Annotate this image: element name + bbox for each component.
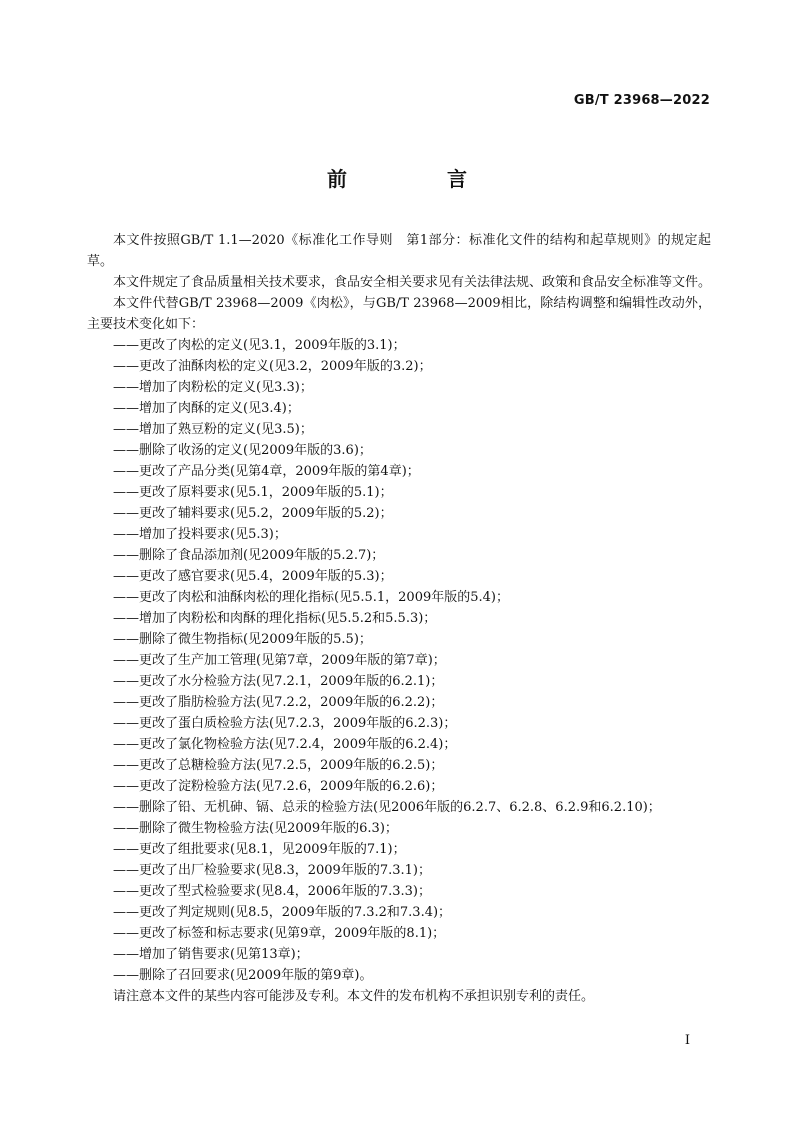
list-item: ——删除了召回要求(见2009年版的第9章)。 <box>113 968 373 983</box>
list-item: ——更改了组批要求(见8.1，见2009年版的7.1)； <box>113 842 406 857</box>
list-item: ——删除了微生物检验方法(见2009年版的6.3)； <box>113 821 398 836</box>
list-item: ——更改了生产加工管理(见第7章，2009年版的第7章)； <box>113 653 446 668</box>
list-item: ——增加了投料要求(见5.3)； <box>113 527 287 542</box>
list-item: ——更改了油酥肉松的定义(见3.2，2009年版的3.2)； <box>113 359 432 374</box>
list-item: ——增加了肉粉松的定义(见3.3)； <box>113 380 313 395</box>
list-item: ——更改了氯化物检验方法(见7.2.4，2009年版的6.2.4)； <box>113 737 457 752</box>
list-item: ——更改了型式检验要求(见8.4，2006年版的7.3.3)； <box>113 884 431 899</box>
paragraph-patent-notice: 请注意本文件的某些内容可能涉及专利。本文件的发布机构不承担识别专利的责任。 <box>113 989 595 1004</box>
list-item: ——增加了熟豆粉的定义(见3.5)； <box>113 422 313 437</box>
list-item: ——更改了总糖检验方法(见7.2.5，2009年版的6.2.5)； <box>113 758 444 773</box>
list-item: ——更改了蛋白质检验方法(见7.2.3，2009年版的6.2.3)； <box>113 716 457 731</box>
list-item: ——更改了出厂检验要求(见8.3，2009年版的7.3.1)； <box>113 863 431 878</box>
list-item: ——更改了辅料要求(见5.2，2009年版的5.2)； <box>113 506 393 521</box>
page-number: I <box>684 1033 690 1048</box>
list-item: ——删除了铅、无机砷、镉、总汞的检验方法(见2006年版的6.2.7、6.2.8、6.2.9和6.2.10)； <box>113 800 661 815</box>
list-item: ——增加了肉粉松和肉酥的理化指标(见5.5.2和5.5.3)； <box>113 611 437 626</box>
list-item: ——更改了脂肪检验方法(见7.2.2，2009年版的6.2.2)； <box>113 695 444 710</box>
list-item: ——更改了标签和标志要求(见第9章，2009年版的8.1)； <box>113 926 446 941</box>
document-body <box>87 230 711 1007</box>
paragraph-drafting-basis: 本文件按照GB/T 1.1—2020《标准化工作导则 第1部分：标准化文件的结构和起草规则》的规定起草。 <box>87 233 711 269</box>
list-item: ——更改了感官要求(见5.4，2009年版的5.3)； <box>113 569 393 584</box>
list-item: ——删除了微生物指标(见2009年版的5.5)； <box>113 632 372 647</box>
list-item: ——更改了肉松和油酥肉松的理化指标(见5.5.1，2009年版的5.4)； <box>113 590 509 605</box>
list-item: ——更改了判定规则(见8.5，2009年版的7.3.2和7.3.4)； <box>113 905 452 920</box>
standard-code: GB/T 23968—2022 <box>573 93 710 108</box>
list-item: ——增加了销售要求(见第13章)； <box>113 947 309 962</box>
technical-changes-list <box>87 335 711 986</box>
list-item: ——增加了肉酥的定义(见3.4)； <box>113 401 300 416</box>
list-item: ——更改了水分检验方法(见7.2.1，2009年版的6.2.1)； <box>113 674 444 689</box>
paragraph-replacement: 本文件代替GB/T 23968—2009《肉松》，与GB/T 23968—2009相比，除结构调整和编辑性改动外，主要技术变化如下： <box>87 296 711 332</box>
list-item: ——删除了食品添加剂(见2009年版的5.2.7)； <box>113 548 385 563</box>
list-item: ——更改了产品分类(见第4章，2009年版的第4章)； <box>113 464 420 479</box>
list-item: ——更改了肉松的定义(见3.1，2009年版的3.1)； <box>113 338 406 353</box>
page-title: 前 言 <box>327 167 507 191</box>
list-item: ——删除了收汤的定义(见2009年版的3.6)； <box>113 443 372 458</box>
list-item: ——更改了原料要求(见5.1，2009年版的5.1)； <box>113 485 393 500</box>
list-item: ——更改了淀粉检验方法(见7.2.6，2009年版的6.2.6)； <box>113 779 444 794</box>
paragraph-scope-note: 本文件规定了食品质量相关技术要求，食品安全相关要求见有关法律法规、政策和食品安全标准等文件。 <box>113 275 712 290</box>
